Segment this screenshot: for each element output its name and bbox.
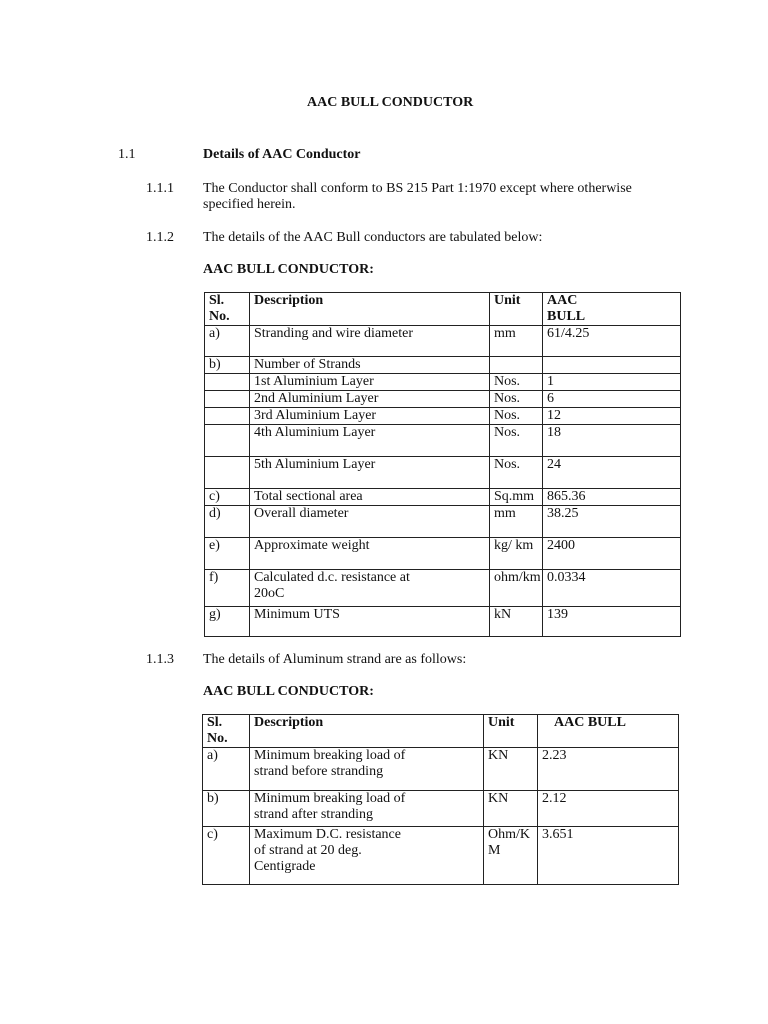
cell-description: 3rd Aluminium Layer	[250, 408, 490, 425]
cell-text: Ohm/K	[488, 827, 530, 842]
cell-text: Calculated d.c. resistance at	[254, 570, 410, 585]
cell-value: 61/4.25	[543, 326, 681, 357]
header-text: BULL	[547, 309, 586, 324]
cell-sl	[205, 408, 250, 425]
conductor-details-table	[204, 292, 681, 637]
cell-unit: kg/ km	[490, 538, 543, 570]
table-row	[205, 374, 681, 391]
header-text: Sl.	[209, 293, 225, 308]
cell-sl	[205, 457, 250, 489]
cell-unit: Nos.	[490, 457, 543, 489]
cell-value: 2400	[543, 538, 681, 570]
clause-text: The details of Aluminum strand are as follows:	[203, 652, 467, 667]
cell-sl: g)	[205, 607, 250, 637]
cell-description: 1st Aluminium Layer	[250, 374, 490, 391]
header-sl-no	[205, 293, 250, 326]
section-heading: Details of AAC Conductor	[203, 147, 361, 162]
cell-description: Minimum UTS	[250, 607, 490, 637]
header-text: AAC	[547, 293, 578, 308]
cell-sl	[205, 391, 250, 408]
table-row	[205, 357, 681, 374]
cell-sl: b)	[205, 357, 250, 374]
cell-value: 12	[543, 408, 681, 425]
cell-unit: KN	[484, 748, 538, 791]
cell-unit: ohm/km	[490, 570, 543, 607]
section-number: 1.1	[118, 147, 136, 162]
table-caption: AAC BULL CONDUCTOR:	[203, 262, 374, 277]
table-header-row	[205, 293, 681, 326]
cell-description: Overall diameter	[250, 506, 490, 538]
table-row	[205, 570, 681, 607]
cell-unit: KN	[484, 791, 538, 827]
cell-text: Centigrade	[254, 859, 316, 874]
cell-unit: kN	[490, 607, 543, 637]
cell-description: Stranding and wire diameter	[250, 326, 490, 357]
table-row	[205, 391, 681, 408]
cell-value: 3.651	[538, 827, 679, 885]
cell-unit: Nos.	[490, 408, 543, 425]
table-row	[205, 457, 681, 489]
cell-unit: mm	[490, 326, 543, 357]
header-description: Description	[250, 293, 490, 326]
table-row	[205, 538, 681, 570]
header-unit: Unit	[484, 715, 538, 748]
table-row	[203, 748, 679, 791]
table-header-row	[203, 715, 679, 748]
cell-text: strand after stranding	[254, 807, 373, 822]
cell-value: 139	[543, 607, 681, 637]
table-caption: AAC BULL CONDUCTOR:	[203, 684, 374, 699]
cell-sl	[205, 425, 250, 457]
table-row	[205, 506, 681, 538]
cell-description: 5th Aluminium Layer	[250, 457, 490, 489]
clause-number: 1.1.2	[146, 230, 174, 245]
cell-unit: Sq.mm	[490, 489, 543, 506]
cell-value: 18	[543, 425, 681, 457]
cell-unit: Nos.	[490, 425, 543, 457]
cell-text: Minimum breaking load of	[254, 748, 406, 763]
cell-value: 38.25	[543, 506, 681, 538]
header-sl-no	[203, 715, 250, 748]
table-row	[203, 827, 679, 885]
cell-unit: Nos.	[490, 374, 543, 391]
cell-value: 865.36	[543, 489, 681, 506]
cell-text: M	[488, 843, 501, 858]
cell-sl: b)	[203, 791, 250, 827]
cell-description: Number of Strands	[250, 357, 490, 374]
table-row	[205, 326, 681, 357]
aluminum-strand-table	[202, 714, 679, 885]
cell-text: of strand at 20 deg.	[254, 843, 362, 858]
header-value: AAC BULL	[538, 715, 679, 748]
cell-description: Total sectional area	[250, 489, 490, 506]
clause-number: 1.1.1	[146, 181, 174, 196]
cell-value: 2.23	[538, 748, 679, 791]
cell-description	[250, 570, 490, 607]
cell-value: 6	[543, 391, 681, 408]
cell-value	[543, 357, 681, 374]
header-text: Sl.	[207, 715, 223, 730]
cell-sl	[205, 374, 250, 391]
cell-description	[250, 791, 484, 827]
cell-unit	[490, 357, 543, 374]
cell-description	[250, 748, 484, 791]
table-row	[203, 791, 679, 827]
cell-unit: mm	[490, 506, 543, 538]
cell-sl: a)	[203, 748, 250, 791]
header-text: No.	[207, 731, 228, 746]
table-row	[205, 607, 681, 637]
cell-sl: d)	[205, 506, 250, 538]
header-text: No.	[209, 309, 230, 324]
table-row	[205, 489, 681, 506]
cell-description	[250, 827, 484, 885]
cell-sl: a)	[205, 326, 250, 357]
cell-value: 0.0334	[543, 570, 681, 607]
cell-value: 1	[543, 374, 681, 391]
cell-unit	[484, 827, 538, 885]
cell-description: Approximate weight	[250, 538, 490, 570]
cell-sl: e)	[205, 538, 250, 570]
cell-text: 20oC	[254, 586, 285, 601]
cell-sl: f)	[205, 570, 250, 607]
header-description: Description	[250, 715, 484, 748]
header-value	[543, 293, 681, 326]
cell-text: strand before stranding	[254, 764, 384, 779]
cell-unit: Nos.	[490, 391, 543, 408]
header-unit: Unit	[490, 293, 543, 326]
cell-description: 4th Aluminium Layer	[250, 425, 490, 457]
table-row	[205, 408, 681, 425]
cell-text: Minimum breaking load of	[254, 791, 406, 806]
cell-text: Maximum D.C. resistance	[254, 827, 401, 842]
table-row	[205, 425, 681, 457]
document-title: AAC BULL CONDUCTOR	[307, 95, 474, 110]
cell-value: 2.12	[538, 791, 679, 827]
cell-sl: c)	[203, 827, 250, 885]
cell-value: 24	[543, 457, 681, 489]
clause-text: The details of the AAC Bull conductors are tabulated below:	[203, 230, 543, 245]
clause-text: The Conductor shall conform to BS 215 Part 1:1970 except where otherwise specified herein.	[203, 181, 632, 212]
cell-sl: c)	[205, 489, 250, 506]
clause-number: 1.1.3	[146, 652, 174, 667]
cell-description: 2nd Aluminium Layer	[250, 391, 490, 408]
